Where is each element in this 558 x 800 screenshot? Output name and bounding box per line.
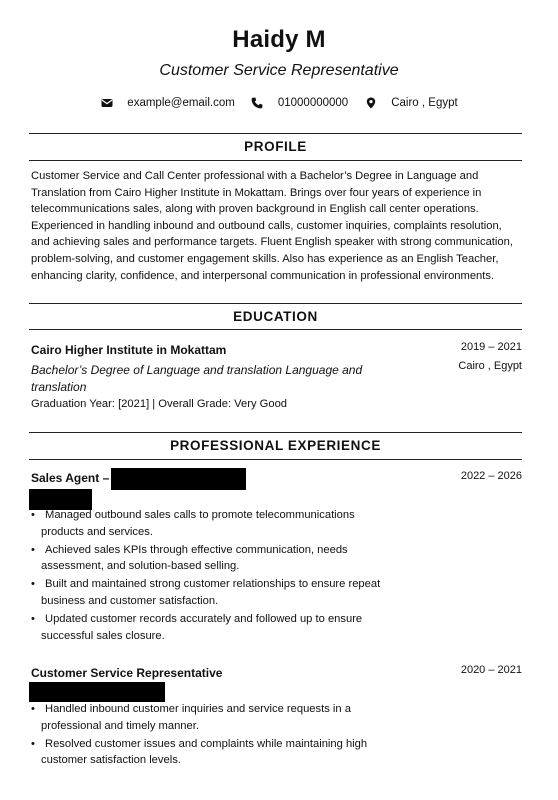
candidate-name: Haidy M xyxy=(232,26,326,53)
job-title: Customer Service Representative xyxy=(31,666,223,680)
contact-location xyxy=(364,96,457,109)
list-item: • Achieved sales KPIs through effective communication, needs assessment, and solution-based selling. xyxy=(31,542,396,576)
job-bullets xyxy=(31,701,396,770)
job-years: 2022 – 2026 xyxy=(460,470,522,482)
phone-text: 01000000000 xyxy=(277,96,349,109)
education-heading: EDUCATION xyxy=(29,303,522,330)
list-item: • Updated customer records accurately and followed up to ensure successful sales closure. xyxy=(31,611,396,645)
profile-heading: PROFILE xyxy=(29,133,522,161)
envelope-icon xyxy=(100,96,113,109)
redaction-bar xyxy=(111,468,246,490)
list-item: • Resolved customer issues and complaints while maintaining high customer satisfaction levels. xyxy=(31,736,396,770)
education-school: Cairo Higher Institute in Mokattam xyxy=(31,343,227,357)
experience-heading: PROFESSIONAL EXPERIENCE xyxy=(29,432,522,460)
phone-icon xyxy=(251,96,264,109)
redaction-bar xyxy=(29,682,165,702)
job-years: 2020 – 2021 xyxy=(460,664,522,676)
education-years: 2019 – 2021 xyxy=(460,341,522,353)
list-item: • Built and maintained strong customer relationships to ensure repeat business and customer satisfaction. xyxy=(31,576,396,610)
contact-bar xyxy=(0,96,558,109)
candidate-title: Customer Service Representative xyxy=(159,62,399,79)
contact-phone xyxy=(251,96,348,109)
profile-summary: Customer Service and Call Center professional with a Bachelor’s Degree in Language and Translation from Cairo Higher Institute in Mokattam. Brings over four years of experience in telecommunications sales, along with proven background in English call center operations. Experienced in handling inbound and outbound calls, customer inquiries, complaints resolution, and achieving sales and performance targets. Fluent English speaker with strong communication, problem-solving, and customer engagement skills. Also has experience as an English Teacher, enhancing clarity, confidence, and interpersonal communication in professional environments. xyxy=(31,170,513,282)
email-text: example@email.com xyxy=(127,96,235,109)
education-location: Cairo , Egypt xyxy=(458,360,522,372)
education-degree: Bachelor’s Degree of Language and translation Language and translation xyxy=(31,363,363,394)
job-title: Sales Agent – xyxy=(31,471,110,485)
list-item: • Handled inbound customer inquiries and service requests in a professional and timely manner. xyxy=(31,701,396,735)
location-text: Cairo , Egypt xyxy=(391,96,458,109)
location-pin-icon xyxy=(364,96,377,109)
education-grade: Graduation Year: [2021] | Overall Grade: Very Good xyxy=(31,398,288,410)
job-bullets xyxy=(31,507,396,645)
list-item: • Managed outbound sales calls to promote telecommunications products and services. xyxy=(31,507,396,541)
contact-email xyxy=(100,96,235,109)
